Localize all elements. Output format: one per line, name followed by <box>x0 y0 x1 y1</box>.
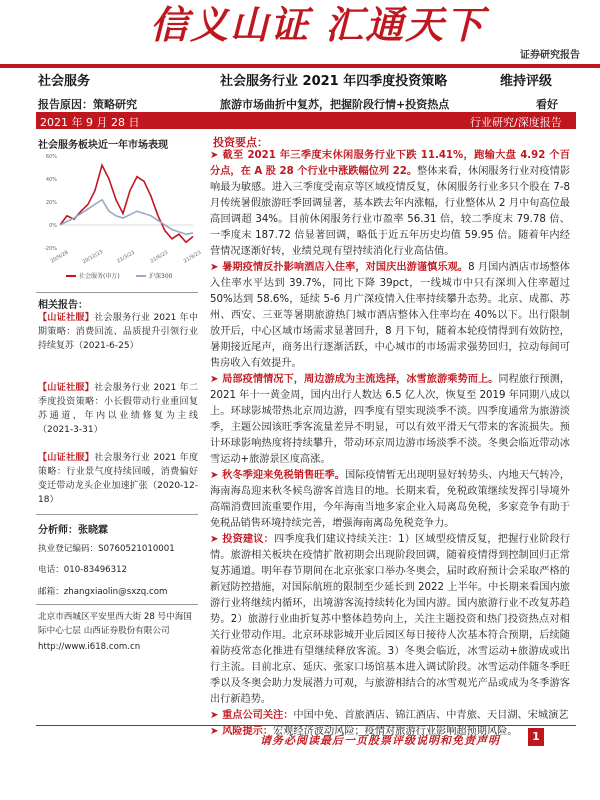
report-tag: 【山证社服】 <box>38 313 95 323</box>
legend-label: 社会服务(申万) <box>79 273 120 280</box>
y-tick-label: 0% <box>49 223 57 229</box>
key-points-heading: 投资要点： <box>213 136 268 149</box>
bullet-icon: ➤ <box>210 726 223 737</box>
disclaimer-note: 请务必阅读最后一页股票评级说明和免责声明 <box>260 734 500 747</box>
report-category: 行业研究/深度报告 <box>470 116 562 129</box>
y-tick-label: 60% <box>45 154 57 160</box>
paragraph-lead: 重点公司关注： <box>222 710 294 721</box>
x-tick-label: 21/9/23 <box>182 249 203 265</box>
report-tag: 【山证社服】 <box>38 453 95 463</box>
paragraph-text: 宏观经济波动风险；疫情对旅游行业影响超预期风险。 <box>273 726 518 737</box>
report-tag: 【山证社服】 <box>38 383 95 393</box>
report-text: 社会服务行业 2021 年中期策略：消费回流、品质提升引领行业持续复苏（2021-6-25） <box>38 313 198 351</box>
report-date: 2021 年 9 月 28 日 <box>40 116 140 129</box>
bullet-icon: ➤ <box>210 470 223 481</box>
y-tick-label: 20% <box>45 200 57 206</box>
chart-title: 社会服务板块近一年市场表现 <box>38 140 168 151</box>
paragraph-lead: 截至 2021 年三季度末休闲服务行业下跌 11.41%，跑输大盘 4.92 个百分点，在 A 股 28 个行业中涨跌幅位列 22。 <box>210 150 570 177</box>
paragraph-text: 中国中免、首旅酒店、锦江酒店、中青旅、天目湖、宋城演艺 <box>293 710 569 721</box>
paragraph <box>210 708 570 724</box>
report-reason: 报告原因：策略研究 <box>38 98 137 111</box>
analyst-phone: 电话：010-83496312 <box>38 565 128 575</box>
paragraph <box>210 260 570 372</box>
paragraph-lead: 暑期疫情反扑影响酒店入住率，对国庆出游谨慎乐观。 <box>222 262 469 273</box>
paragraph <box>210 148 570 260</box>
company-website[interactable]: http://www.i618.com.cn <box>38 642 141 652</box>
paragraph-text: 整体来看，休闲服务行业对疫情影响最为敏感。进入三季度受南京等区域疫情反复，休闲服务行业多只个股在 7-8 月传统暑假旅游旺季回调显著，基本跌去年内涨幅，行业整体从 2 月中旬高位最高回调超 34%。目前休闲服务行业市盈率 56.31 倍，较二季度末 79.78 倍、一季度末 187.72 倍显著回调，略低于近五年历史均值 59.95 倍。随着年内经营情况逐渐好转，业绩兑现有望持续消化行业高估值。 <box>210 166 570 257</box>
company-address: 北京市西城区平安里西大街 28 号中海国际中心七层 山西证券股份有限公司 <box>38 612 192 636</box>
related-report-1[interactable] <box>38 311 198 353</box>
footer-divider <box>36 725 576 726</box>
left-divider <box>36 514 198 515</box>
bullet-icon: ➤ <box>210 534 223 545</box>
paragraph-text: 8 月国内酒店市场整体入住率水平达到 39.7%，同比下降 39pct，一线城市中只有深圳入住率超过 50%达到 58.6%，延续 5-6 月广深疫情入住率持续攀升态势。北京、成都、苏州、西安、三亚等暑期旅游热门城市酒店整体入住率均在 40%以下。出行限制放开后，中心区域市场需求显著回升，8 月下旬，随着本轮疫情得到有效防控，暑期接近尾声，商务出行逐渐活跃，中心城市的市场需求强势回归，拉动每间可售房收入有效提升。 <box>210 262 570 369</box>
paragraph-lead: 投资建议： <box>222 534 274 545</box>
paragraph-lead: 秋冬季迎来免税销售旺季。 <box>222 470 345 481</box>
report-subtitle: 旅游市场曲折中复苏，把握阶段行情+投资热点 <box>220 98 450 111</box>
report-text: 社会服务行业 2021 年度策略：行业景气度持续回暖，消费偏好变迁带动龙头企业加速扩张（2020-12-18） <box>38 453 198 505</box>
rating-action: 维持评级 <box>500 74 553 89</box>
left-divider <box>36 292 198 293</box>
y-tick-label: 40% <box>45 177 57 183</box>
paragraph <box>210 372 570 468</box>
y-tick-label: -20% <box>44 246 57 252</box>
paragraph-text: 四季度我们建议持续关注：1）区域型疫情反复，把握行业阶段行情。旅游相关板块在疫情扩散初期会出现阶段回调，随着疫情得到控制回归正常复苏通道。明年春节期间在北京张家口举办冬奥会，届时政府预计会采取严格的新冠防控措施，对国际航班的限制至少延长到 2022 上半年。中长期来看国内旅游行业将继续内循环，出境游客流持续转化为国内游。国内旅游行业不改复苏趋势。2）旅游行业曲折复苏中整体趋势向上，关注主题投资和热门投资热点对相关行业带动作用。北京环球影城开业后园区每日接待人次基本符合预期，后续随着防疫常态化推进有望继续释放客流。3）冬奥会临近，冰雪运动+旅游成或出行主流。目前北京、延庆、张家口场馆基本进入调试阶段。冰雪运动伴随冬季旺季以及冬奥会助力发展潜力可观，与旅游相结合的冰雪观光产品或成为冬季游客出行新趋势。 <box>210 534 571 705</box>
analyst-name: 分析师：张晓霖 <box>38 525 108 536</box>
bullet-icon: ➤ <box>210 150 223 161</box>
x-tick-label: 21/6/23 <box>149 249 170 265</box>
legend-label: 沪深300 <box>149 273 173 280</box>
analyst-license: 执业登记编码：S0760521010001 <box>38 544 175 554</box>
x-tick-label: 21/3/23 <box>116 249 136 265</box>
bullet-icon: ➤ <box>210 262 223 273</box>
page-number: 1 <box>528 728 544 746</box>
analyst-email[interactable]: 邮箱：zhangxiaolin@sxzq.com <box>38 587 168 597</box>
report-text: 社会服务行业 2021 年二季度投资策略：小长假带动行业重回复苏通道，年内以业绩修复为主线（2021-3-31） <box>38 383 198 435</box>
related-report-3[interactable] <box>38 451 198 507</box>
left-divider <box>36 604 198 605</box>
related-reports-title: 相关报告： <box>38 300 88 311</box>
paragraph <box>210 532 570 708</box>
brand-logo: 信义山证 汇通天下 <box>150 2 486 47</box>
info-band <box>36 112 576 129</box>
key-points-body <box>210 148 570 740</box>
sector-name: 社会服务 <box>38 74 91 89</box>
performance-chart <box>38 148 203 288</box>
paragraph-text: 同程旅行预测，2021 年十一黄金周，国内出行人数达 6.5 亿人次，恢复至 2019 年同期八成以上。环球影城带热北京周边游，四季度有望实现淡季不淡。四季度通常为旅游淡季，主题公园该旺季客流量差异不明显，可以有效平滑天气带来的客流损失。预计环球影响热度将持续攀升，带动环京周边游市场淡季不淡。冬奥会临近带动冰雪运动+旅游景区度高涨。 <box>210 374 571 465</box>
report-type: 证券研究报告 <box>520 50 580 61</box>
related-report-2[interactable] <box>38 381 198 437</box>
paragraph <box>210 468 570 532</box>
bullet-icon: ➤ <box>210 710 223 721</box>
header-divider <box>0 64 600 68</box>
series-line <box>60 200 193 235</box>
bullet-icon: ➤ <box>210 374 223 385</box>
paragraph-lead: 风险提示： <box>222 726 274 737</box>
x-tick-label: 20/9/28 <box>49 249 70 265</box>
paragraph-text: 国际疫情暂无出现明显好转势头、内地天气转冷，海南海岛迎来秋冬候鸟游客首选目的地。长期来看，免税政策继续发挥引导境外高端消费回流重要作用，今年海南当地多家企业入局离岛免税，多家竞争有助于免税品销售环境持续完善，增强海南离岛免税竞争力。 <box>210 470 571 529</box>
x-tick-label: 20/12/23 <box>81 248 104 266</box>
paragraph-lead: 局部疫情情况下，周边游成为主流选择，冰雪旅游乘势而上。 <box>222 374 499 385</box>
rating-value: 看好 <box>536 98 558 111</box>
report-title: 社会服务行业 2021 年四季度投资策略 <box>220 74 448 89</box>
